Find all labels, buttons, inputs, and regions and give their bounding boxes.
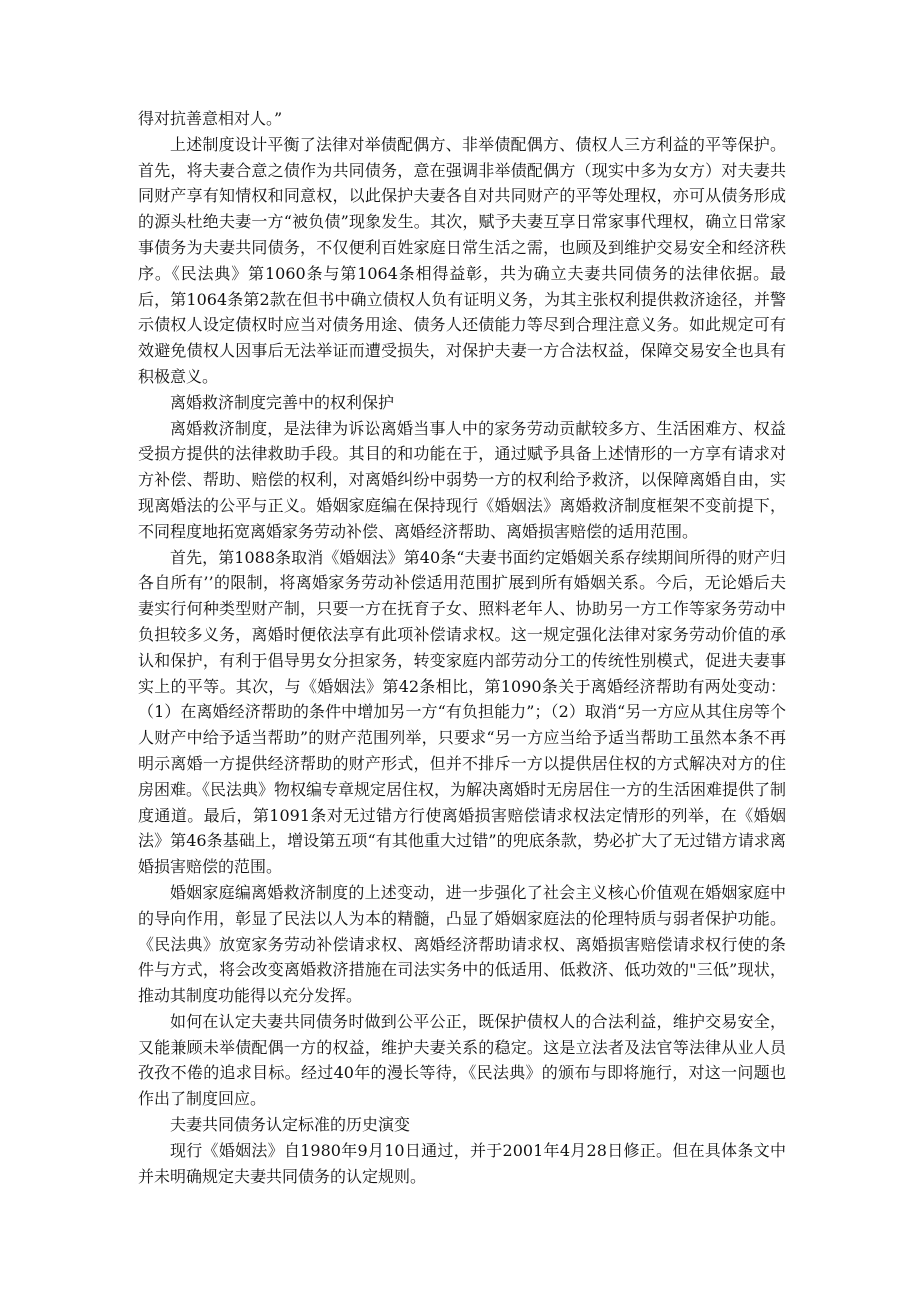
paragraph: 现行《婚姻法》自1980年9月10日通过，并于2001年4月28日修正。但在具体条文中并未明确规定夫妻共同债务的认定规则。 [138,1140,786,1186]
document-page [138,106,786,1189]
paragraph: 得对抗善意相对人。” [138,109,283,128]
section-heading: 离婚救济制度完善中的权利保护 [170,392,395,412]
paragraph: 离婚救济制度，是法律为诉讼离婚当事人中的家务劳动贡献较多方、生活困难方、权益受损方提供的法律救助手段。其目的和功能在于，通过赋予具备上述情形的一方享有请求对方补偿、帮助、赔偿的权利，对离婚纠纷中弱势一方的权利给予救济，以保障离婚自由，实现离婚法的公平与正义。婚姻家庭编在保持现行《婚姻法》离婚救济制度框架不变前提下，不同程度地拓宽离婚家务劳动补偿、离婚经济帮助、离婚损害赔偿的适用范围。 [138,418,786,541]
paragraph: 如何在认定夫妻共同债务时做到公平公正，既保护债权人的合法利益，维护交易安全，又能兼顾未举债配偶一方的权益，维护夫妻关系的稳定。这是立法者及法官等法律从业人员孜孜不倦的追求目标。经过40年的漫长等待，《民法典》的颁布与即将施行，对这一问题也作出了制度回应。 [138,1011,786,1109]
paragraph: 婚姻家庭编离婚救济制度的上述变动，进一步强化了社会主义核心价值观在婚姻家庭中的导向作用，彰显了民法以人为本的精髓，凸显了婚姻家庭法的伦理特质与弱者保护功能。《民法典》放宽家务劳动补偿请求权、离婚经济帮助请求权、离婚损害赔偿请求权行使的条件与方式，将会改变离婚救济措施在司法实务中的低适用、低救济、低功效的"三低”现状，推动其制度功能得以充分发挥。 [138,882,786,1006]
paragraph: 上述制度设计平衡了法律对举债配偶方、非举债配偶方、债权人三方利益的平等保护。首先，将夫妻合意之债作为共同债务，意在强调非举债配偶方（现实中多为女方）对夫妻共同财产享有知情权和同意权，以此保护夫妻各自对共同财产的平等处理权，亦可从债务形成的源头杜绝夫妻一方“被负债”现象发生。其次，赋予夫妻互享日常家事代理权，确立日常家事债务为夫妻共同债务，不仅便利百姓家庭日常生活之需，也顾及到维护交易安全和经济秩序。《民法典》第1060条与第1064条相得益彰，共为确立夫妻共同债务的法律依据。最后，第1064条第2款在但书中确立债权人负有证明义务，为其主张权利提供救济途径，并警示债权人设定债权时应当对债务用途、债务人还债能力等尽到合理注意义务。如此规定可有效避免债权人因事后无法举证而遭受损失，对保护夫妻一方合法权益，保障交易安全也具有积极意义。 [138,134,786,386]
section-heading: 夫妻共同债务认定标准的历史演变 [170,1115,411,1135]
paragraph: 首先，第1088条取消《婚姻法》第40条“夫妻书面约定婚姻关系存续期间所得的财产归各自所有’’的限制，将离婚家务劳动补偿适用范围扩展到所有婚姻关系。今后，无论婚后夫妻实行何种类型财产制，只要一方在抚育子女、照料老年人、协助另一方工作等家务劳动中负担较多义务，离婚时便依法享有此项补偿请求权。这一规定强化法律对家务劳动价值的承认和保护，有利于倡导男女分担家务，转变家庭内部劳动分工的传统性别模式，促进夫妻事实上的平等。其次，与《婚姻法》第42条相比，第1090条关于离婚经济帮助有两处变动：（1）在离婚经济帮助的条件中增加另一方“有负担能力”；（2）取消“另一方应从其住房等个人财产中给予适当帮助”的财产范围列举，只要求“另一方应当给予适当帮助工虽然本条不再明示离婚一方提供经济帮助的财产形式，但并不排斥一方以提供居住权的方式解决对方的住房困难。《民法典》物权编专章规定居住权，为解决离婚时无房居住一方的生活困难提供了制度通道。最后，第1091条对无过错方行使离婚损害赔偿请求权法定情形的列举，在《婚姻法》第46条基础上，增设第五项“有其他重大过错”的兜底条款，势必扩大了无过错方请求离婚损害赔偿的范围。 [138,547,787,877]
